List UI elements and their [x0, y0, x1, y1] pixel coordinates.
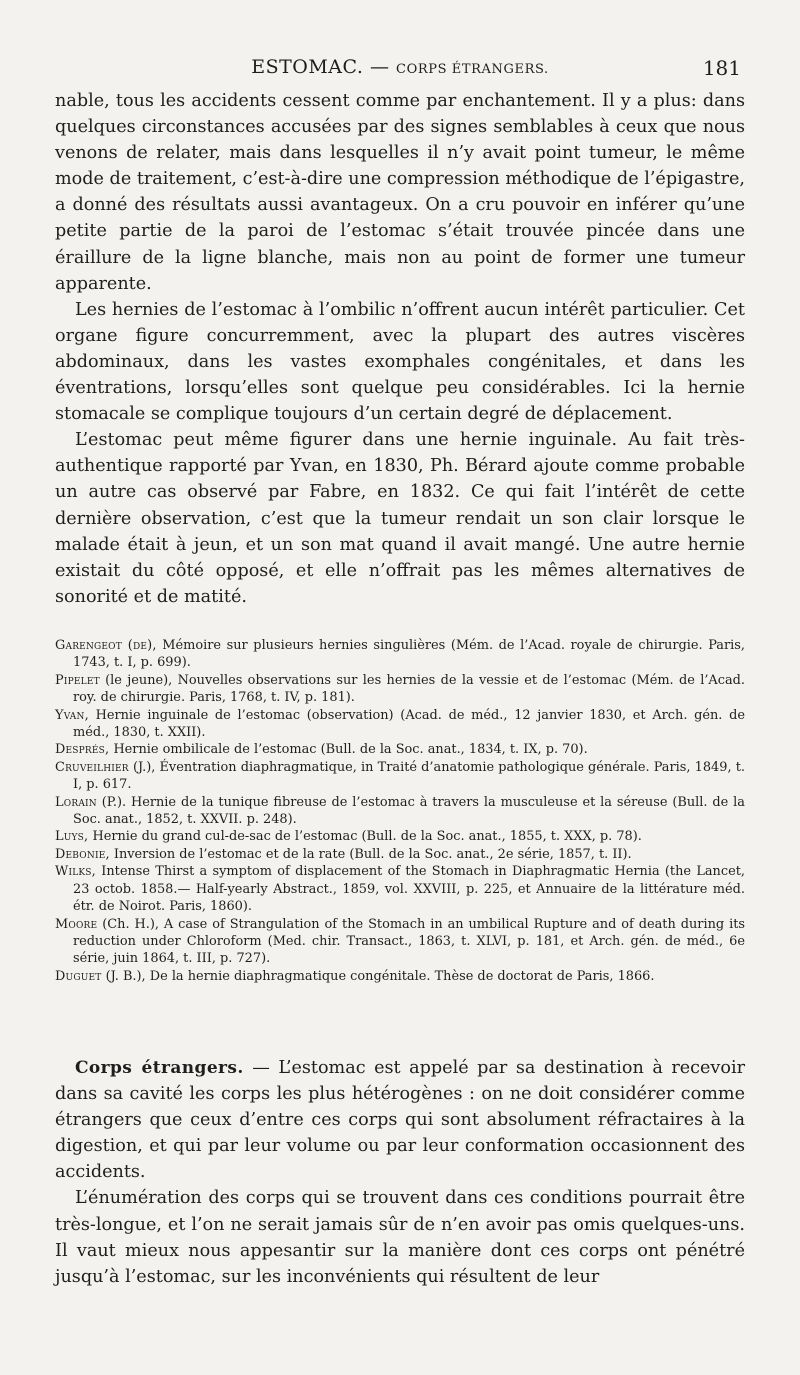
reference-text: Hernie inguinale de l’estomac (observation) (Acad. de méd., 12 janvier 1830, et Arch. gén. de méd., 1830, t. XXII).: [73, 707, 745, 741]
reference-text: Mémoire sur plusieurs hernies singulières (Mém. de l’Acad. royale de chirurgie. Paris, 1743, t. I, p. 699).: [73, 638, 745, 671]
reference-text: (J.), Éventration diaphragmatique, in Traité d’anatomie pathologique générale. Paris, 1849, t. I, p. 617.: [73, 759, 745, 793]
reference-text: (Ch. H.), A case of Strangulation of the Stomach in an umbilical Rupture and of death during its reduction under Chloroform (Med. chir. Transact., 1863, t. XLVI, p. 181, et Arch. gén. de méd., 6e série, juin 1864, t. III, p. 727).: [73, 916, 745, 967]
paragraph: L’énumération des corps qui se trouvent dans ces conditions pourrait être très-longue, et l’on ne serait jamais sûr de n’en avoir pas omis quelques-uns. Il vaut mieux nous appesantir sur la manière dont ces corps ont pénétré jusqu’à l’estomac, sur les inconvénients qui résultent de leur: [55, 1188, 745, 1287]
page-number: 181: [702, 56, 741, 80]
reference-text: Inversion de l’estomac et de la rate (Bull. de la Soc. anat., 2e série, 1857, t. II).: [109, 846, 632, 862]
section-corps-etrangers: [55, 1055, 745, 1290]
running-title-dash: —: [363, 56, 397, 78]
reference-author: Moore: [55, 916, 98, 932]
paragraph: Les hernies de l’estomac à l’ombilic n’offrent aucun intérêt particulier. Cet organe figure concurremment, avec la plupart des autres viscères abdominaux, dans les vastes exomphales congénitales, et dans les éventrations, lorsqu’elles sont quelque peu considérables. Ici la hernie stomacale se complique toujours d’un certain degré de déplacement.: [55, 299, 745, 425]
running-header: [55, 56, 745, 84]
reference-author: Cruveilhier: [55, 759, 129, 775]
reference-text: (J. B.), De la hernie diaphragmatique congénitale. Thèse de doctorat de Paris, 1866.: [101, 968, 655, 984]
reference-author: Pipelet: [55, 672, 100, 688]
reference-author: Garengeot (de),: [55, 638, 157, 653]
reference-author: Duguet: [55, 968, 102, 984]
section-heading: Corps étrangers.: [75, 1058, 244, 1078]
reference-entry: [55, 828, 745, 845]
reference-entry: [55, 968, 745, 985]
reference-entry: [55, 863, 745, 915]
reference-entry: [55, 759, 745, 794]
reference-entry: [55, 794, 745, 829]
bibliography: [55, 637, 745, 985]
reference-author: Després,: [55, 742, 110, 758]
paragraph: nable, tous les accidents cessent comme par enchantement. Il y a plus: dans quelques circonstances accusées par des signes semblables à ceux que nous venons de relater, mais dans lesquelles il n’y avait point tumeur, le même mode de traitement, c’est-à-dire une compression méthodique de l’épigastre, a donné des résultats aussi avantageux. On a cru pouvoir en inférer qu’une petite partie de la paroi de l’estomac s’était trouvée pincée dans une éraillure de la ligne blanche, mais non au point de former une tumeur apparente.: [55, 91, 745, 294]
section-text: L’estomac est appelé par sa destination à recevoir dans sa cavité les corps les plus hétérogènes : on ne doit considérer comme étrangers que ceux d’entre ces corps qui sont absolument réfractaires à la digestion, et qui par leur volume ou par leur conformation occasionnent des accidents.: [55, 1058, 746, 1183]
reference-author: Wilks,: [55, 864, 96, 880]
reference-author: Lorain: [55, 794, 97, 810]
reference-entry: [55, 741, 745, 758]
reference-text: Hernie du grand cul-de-sac de l’estomac (Bull. de la Soc. anat., 1855, t. XXX, p. 78).: [88, 829, 642, 845]
reference-entry: [55, 916, 745, 968]
reference-author: Luys,: [55, 829, 89, 845]
reference-entry: [55, 672, 745, 707]
main-text: [55, 88, 745, 610]
reference-author: Yvan,: [55, 707, 89, 723]
reference-author: Debonie,: [55, 846, 110, 862]
section-dash: —: [243, 1058, 279, 1078]
paragraph: [55, 1055, 745, 1185]
running-title-main: ESTOMAC.: [251, 56, 364, 78]
reference-entry: [55, 846, 745, 863]
reference-text: Intense Thirst a symptom of displacement of the Stomach in Diaphragmatic Hernia (the Lancet, 23 octob. 1858.— Half-yearly Abstract., 1859, vol. XXVIII, p. 225, et Annuaire de la littérature méd. étr. de Noirot. Paris, 1860).: [73, 864, 745, 915]
reference-text: (le jeune), Nouvelles observations sur les hernies de la vessie et de l’estomac (Mém. de l’Acad. roy. de chirurgie. Paris, 1768, t. IV, p. 181).: [73, 672, 745, 706]
running-title-sub: CORPS ÉTRANGERS.: [396, 62, 549, 77]
reference-text: Hernie ombilicale de l’estomac (Bull. de la Soc. anat., 1834, t. IX, p. 70).: [109, 742, 588, 758]
reference-entry: [55, 707, 745, 742]
reference-entry: [55, 637, 745, 672]
reference-text: (P.). Hernie de la tunique fibreuse de l’estomac à travers la musculeuse et la séreuse (Bull. de la Soc. anat., 1852, t. XXVII. p. 248).: [73, 794, 745, 828]
paragraph: L’estomac peut même figurer dans une hernie inguinale. Au fait très-authentique rapporté par Yvan, en 1830, Ph. Bérard ajoute comme probable un autre cas observé par Fabre, en 1832. Ce qui fait l’intérêt de cette dernière observation, c’est que la tumeur rendait un son clair lorsque le malade était à jeun, et un son mat quand il avait mangé. Une autre hernie existait du côté opposé, et elle n’offrait pas les mêmes alternatives de sonorité et de matité.: [55, 430, 745, 607]
running-title: [55, 56, 745, 78]
